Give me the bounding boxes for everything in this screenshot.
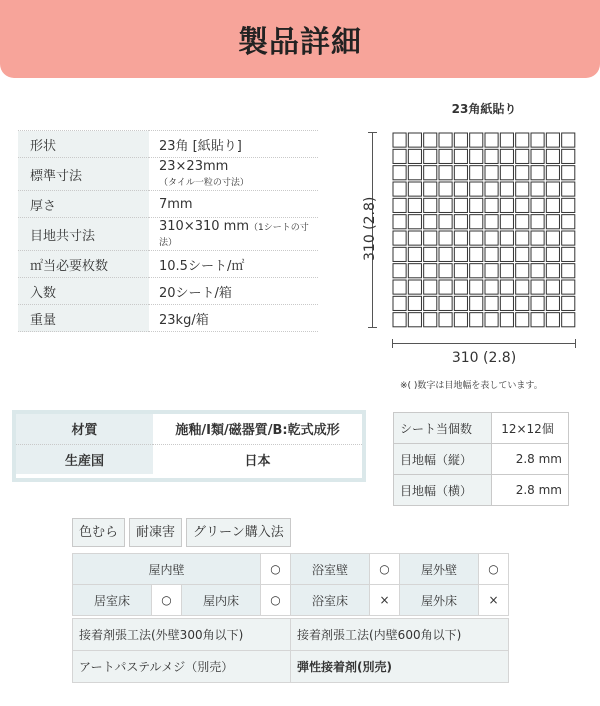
tile: [470, 264, 483, 278]
tile: [454, 296, 467, 310]
spec-value: 23kg/箱: [149, 305, 318, 332]
method-exterior-wall: 接着剤張工法(外壁300角以下): [73, 619, 291, 651]
tile: [500, 149, 513, 163]
tile: [424, 198, 437, 212]
tile-grid-svg: [392, 132, 576, 328]
tile: [500, 231, 513, 245]
tile: [424, 215, 437, 229]
tile: [439, 149, 452, 163]
dimension-tick: [368, 132, 377, 133]
tile: [470, 247, 483, 261]
usage-mark: ○: [261, 585, 291, 616]
tile: [485, 215, 498, 229]
sheet-value: 2.8 mm: [492, 475, 569, 506]
tile: [408, 313, 421, 327]
adhesive-product: 弾性接着剤(別売): [291, 651, 509, 683]
tile: [516, 296, 529, 310]
tile: [562, 198, 575, 212]
joint-width-note: ※( )数字は目地幅を表しています。: [400, 381, 543, 391]
usage-label: 居室床: [73, 585, 152, 616]
tile: [500, 133, 513, 147]
usage-mark: ○: [370, 554, 400, 585]
tile: [485, 166, 498, 180]
tile: [562, 296, 575, 310]
tile: [393, 198, 406, 212]
usage-table: [72, 553, 509, 616]
spec-label: 標準寸法: [18, 158, 149, 191]
tile: [500, 247, 513, 261]
tile: [531, 313, 544, 327]
feature-tags: [72, 518, 291, 547]
material-row: [16, 414, 362, 444]
tile: [531, 133, 544, 147]
tile: [454, 264, 467, 278]
tile: [424, 149, 437, 163]
tile: [393, 296, 406, 310]
tile: [562, 264, 575, 278]
tag-frost-resistant: 耐凍害: [129, 518, 182, 547]
height-dimension-label: 310 (2.8): [362, 196, 378, 261]
tile: [408, 166, 421, 180]
tile: [439, 280, 452, 294]
spec-row: [18, 131, 318, 158]
spec-value: 310×310 mm（1シートの寸法）: [149, 218, 318, 251]
tile: [562, 231, 575, 245]
spec-label: 目地共寸法: [18, 218, 149, 251]
tile: [500, 280, 513, 294]
spec-label: 厚さ: [18, 191, 149, 218]
usage-row: [73, 585, 509, 616]
spec-table: [18, 130, 318, 332]
width-dimension-line: [392, 343, 576, 344]
tile: [470, 198, 483, 212]
tile: [546, 182, 559, 196]
tile: [408, 149, 421, 163]
tile: [439, 166, 452, 180]
tile: [408, 264, 421, 278]
tile: [393, 182, 406, 196]
spec-note: （1シートの寸法）: [159, 223, 309, 248]
usage-label: 屋内床: [182, 585, 261, 616]
tile: [546, 264, 559, 278]
tile: [393, 166, 406, 180]
tile: [485, 247, 498, 261]
spec-row: [18, 158, 318, 191]
tile: [531, 149, 544, 163]
tile: [439, 247, 452, 261]
dimension-tick: [368, 327, 377, 328]
spec-value: 23角 [紙貼り]: [149, 131, 318, 158]
tile: [470, 182, 483, 196]
tile: [454, 231, 467, 245]
tile: [500, 215, 513, 229]
tile: [516, 166, 529, 180]
tile: [546, 231, 559, 245]
tile: [424, 296, 437, 310]
tile: [485, 149, 498, 163]
tile: [500, 166, 513, 180]
tile: [470, 215, 483, 229]
method-interior-wall: 接着剤張工法(内壁600角以下): [291, 619, 509, 651]
tile: [439, 198, 452, 212]
tile: [393, 313, 406, 327]
tile: [500, 296, 513, 310]
tile: [500, 313, 513, 327]
tile: [562, 280, 575, 294]
tile: [531, 264, 544, 278]
tile: [516, 215, 529, 229]
tile: [408, 231, 421, 245]
tile: [424, 247, 437, 261]
tile: [470, 231, 483, 245]
material-label: 材質: [16, 414, 153, 444]
tile: [454, 182, 467, 196]
tile: [516, 313, 529, 327]
usage-row: [73, 554, 509, 585]
spec-label: ㎡当必要枚数: [18, 251, 149, 278]
diagram-caption: 23角紙貼り: [451, 102, 517, 116]
tile: [408, 215, 421, 229]
header-banner: [0, 0, 600, 78]
tile: [439, 215, 452, 229]
tile: [531, 280, 544, 294]
spec-label: 形状: [18, 131, 149, 158]
material-table: [16, 414, 362, 474]
tile: [470, 166, 483, 180]
spec-label: 入数: [18, 278, 149, 305]
sheet-info-table: [393, 412, 569, 506]
spec-label: 重量: [18, 305, 149, 332]
tile: [393, 280, 406, 294]
tag-green-purchasing: グリーン購入法: [186, 518, 291, 547]
tile: [470, 133, 483, 147]
tile: [546, 247, 559, 261]
tile: [516, 198, 529, 212]
sheet-row: [394, 475, 569, 506]
tile: [546, 149, 559, 163]
origin-row: [16, 444, 362, 474]
method-row: [73, 619, 509, 651]
sheet-label: 目地幅（縦）: [394, 444, 492, 475]
tile: [531, 296, 544, 310]
tile: [393, 247, 406, 261]
tag-color-variation: 色むら: [72, 518, 125, 547]
tile: [408, 280, 421, 294]
tile: [562, 182, 575, 196]
tile: [485, 198, 498, 212]
tile: [531, 166, 544, 180]
tile: [531, 198, 544, 212]
tile: [485, 264, 498, 278]
tile: [454, 198, 467, 212]
tile: [546, 313, 559, 327]
tile: [531, 247, 544, 261]
tile: [531, 231, 544, 245]
tile: [470, 313, 483, 327]
tile: [408, 247, 421, 261]
material-box: [12, 410, 366, 482]
tile: [500, 182, 513, 196]
usage-label: 屋外壁: [400, 554, 479, 585]
usage-mark: ×: [479, 585, 509, 616]
tile: [470, 280, 483, 294]
tile-grid-diagram: [392, 132, 576, 328]
tile: [470, 149, 483, 163]
tile: [424, 166, 437, 180]
tile: [454, 313, 467, 327]
tile: [546, 198, 559, 212]
dimension-tick: [392, 339, 393, 348]
tile: [408, 182, 421, 196]
tile: [393, 264, 406, 278]
tile: [424, 313, 437, 327]
page-title: 製品詳細: [238, 25, 362, 60]
tile: [485, 296, 498, 310]
spec-row: [18, 218, 318, 251]
tile: [424, 182, 437, 196]
method-row: [73, 651, 509, 683]
tile: [546, 280, 559, 294]
tile: [516, 182, 529, 196]
spec-value: 7mm: [149, 191, 318, 218]
tile: [408, 133, 421, 147]
tile: [454, 280, 467, 294]
tile: [485, 182, 498, 196]
tile: [439, 133, 452, 147]
tile: [393, 215, 406, 229]
tile: [408, 296, 421, 310]
tile: [424, 280, 437, 294]
spec-value: 20シート/箱: [149, 278, 318, 305]
spec-row: [18, 191, 318, 218]
tile: [562, 149, 575, 163]
tile: [454, 149, 467, 163]
tile: [562, 313, 575, 327]
tile: [439, 231, 452, 245]
origin-label: 生産国: [16, 444, 153, 474]
tile: [424, 264, 437, 278]
dimension-tick: [575, 339, 576, 348]
usage-label: 屋内壁: [73, 554, 261, 585]
tile: [439, 182, 452, 196]
spec-value: 23×23mm（タイル一粒の寸法）: [149, 158, 318, 191]
tile: [546, 166, 559, 180]
tile: [546, 215, 559, 229]
sheet-value: 2.8 mm: [492, 444, 569, 475]
tile: [393, 149, 406, 163]
spec-row: [18, 305, 318, 332]
spec-note: （タイル一粒の寸法）: [159, 178, 249, 188]
tile: [500, 198, 513, 212]
usage-mark: ○: [479, 554, 509, 585]
usage-mark: ○: [152, 585, 182, 616]
sheet-label: 目地幅（横）: [394, 475, 492, 506]
spec-row: [18, 251, 318, 278]
tile: [546, 296, 559, 310]
usage-mark: ○: [261, 554, 291, 585]
tile: [531, 182, 544, 196]
tile: [516, 247, 529, 261]
tile: [531, 215, 544, 229]
tile: [485, 231, 498, 245]
usage-label: 屋外床: [400, 585, 479, 616]
tile: [562, 133, 575, 147]
tile: [393, 133, 406, 147]
tile: [546, 133, 559, 147]
tile: [516, 264, 529, 278]
grout-product: アートパステルメジ（別売）: [73, 651, 291, 683]
tile: [500, 264, 513, 278]
sheet-row: [394, 413, 569, 444]
tile: [393, 231, 406, 245]
tile: [408, 198, 421, 212]
tile: [516, 280, 529, 294]
tile: [485, 280, 498, 294]
tile: [439, 264, 452, 278]
tile: [439, 296, 452, 310]
tile: [485, 313, 498, 327]
material-value: 施釉/Ⅰ類/磁器質/B:乾式成形: [175, 423, 340, 439]
tile: [516, 149, 529, 163]
tile: [516, 231, 529, 245]
sheet-label: シート当個数: [394, 413, 492, 444]
usage-label: 浴室床: [291, 585, 370, 616]
tile: [454, 133, 467, 147]
sheet-row: [394, 444, 569, 475]
tile: [454, 215, 467, 229]
tile: [454, 166, 467, 180]
tile: [516, 133, 529, 147]
usage-mark: ×: [370, 585, 400, 616]
installation-method-table: [72, 618, 509, 683]
sheet-value: 12×12個: [492, 413, 569, 444]
tile: [562, 215, 575, 229]
origin-value: 日本: [244, 453, 271, 469]
spec-value: 10.5シート/㎡: [149, 251, 318, 278]
width-dimension-label: 310 (2.8): [451, 350, 517, 366]
tile: [562, 166, 575, 180]
tile: [562, 247, 575, 261]
spec-row: [18, 278, 318, 305]
tile: [439, 313, 452, 327]
tile: [485, 133, 498, 147]
tile: [424, 231, 437, 245]
tile: [424, 133, 437, 147]
tile: [454, 247, 467, 261]
tile: [470, 296, 483, 310]
usage-label: 浴室壁: [291, 554, 370, 585]
